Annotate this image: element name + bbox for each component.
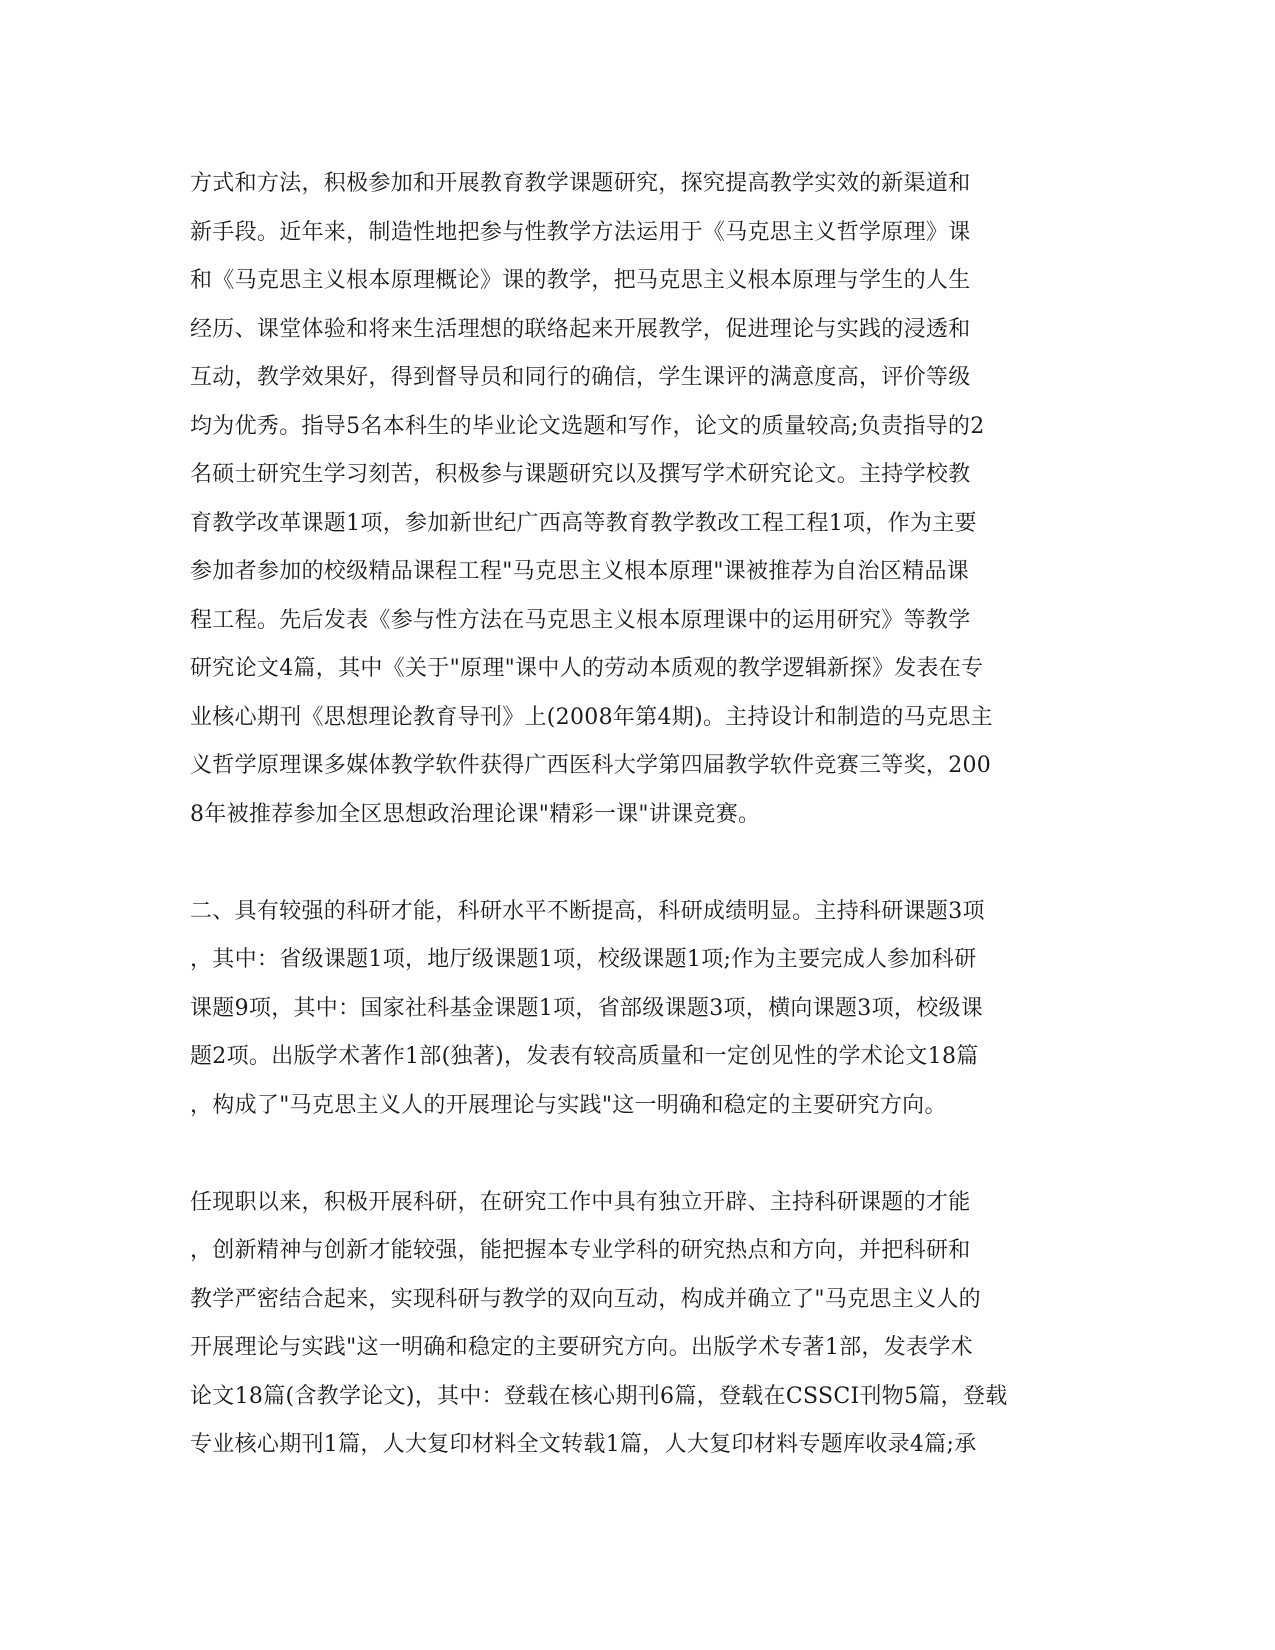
- text-line: 方式和方法，积极参加和开展教育教学课题研究，探究提高教学实效的新渠道和: [190, 171, 971, 196]
- text-line: 研究论文4篇，其中《关于"原理"课中人的劳动本质观的教学逻辑新探》发表在专: [190, 656, 984, 681]
- text-line: 育教学改革课题1项，参加新世纪广西高等教育教学教改工程工程1项，作为主要: [190, 510, 977, 536]
- paragraph-spacer: [190, 839, 1090, 888]
- paragraph-research-ability: [190, 888, 1090, 1131]
- text-line: 任现职以来，积极开展科研，在研究工作中具有独立开辟、主持科研课题的才能: [190, 1189, 971, 1215]
- text-line: 经历、课堂体验和将来生活理想的联络起来开展教学，促进理论与实践的浸透和: [190, 316, 971, 342]
- text-line: ，创新精神与创新才能较强，能把握本专业学科的研究热点和方向，并把科研和: [190, 1238, 971, 1263]
- text-line: 互动，教学效果好，得到督导员和同行的确信，学生课评的满意度高，评价等级: [190, 365, 971, 390]
- text-line: 新手段。近年来，制造性地把参与性教学方法运用于《马克思主义哲学原理》课: [190, 219, 971, 245]
- document-body: [190, 160, 1090, 1470]
- text-line: 专业核心期刊1篇，人大复印材料全文转载1篇，人大复印材料专题库收录4篇;承: [190, 1432, 977, 1457]
- text-line: 名硕士研究生学习刻苦，积极参与课题研究以及撰写学术研究论文。主持学校教: [190, 462, 971, 487]
- paragraph-research-work: [190, 1179, 1090, 1470]
- text-line: ，构成了"马克思主义人的开展理论与实践"这一明确和稳定的主要研究方向。: [190, 1092, 947, 1118]
- text-line: 和《马克思主义根本原理概论》课的教学，把马克思主义根本原理与学生的人生: [190, 268, 971, 293]
- text-line: 开展理论与实践"这一明确和稳定的主要研究方向。出版学术专著1部，发表学术: [190, 1335, 973, 1360]
- text-line: 教学严密结合起来，实现科研与教学的双向互动，构成并确立了"马克思主义人的: [190, 1286, 981, 1312]
- text-line: 课题9项，其中：国家社科基金课题1项，省部级课题3项，横向课题3项，校级课: [190, 995, 984, 1021]
- paragraph-spacer: [190, 1130, 1090, 1179]
- text-line: 参加者参加的校级精品课程工程"马克思主义根本原理"课被推荐为自治区精品课: [190, 559, 970, 584]
- text-line: 题2项。出版学术著作1部(独著)，发表有较高质量和一定创见性的学术论文18篇: [190, 1044, 979, 1069]
- text-line: 论文18篇(含教学论文)，其中：登载在核心期刊6篇，登载在CSSCI刊物5篇，登载: [190, 1383, 1008, 1409]
- text-line: 均为优秀。指导5名本科生的毕业论文选题和写作，论文的质量较高;负责指导的2: [190, 413, 985, 439]
- text-line: 业核心期刊《思想理论教育导刊》上(2008年第4期)。主持设计和制造的马克思主: [190, 704, 993, 730]
- text-line: 义哲学原理课多媒体教学软件获得广西医科大学第四届教学软件竞赛三等奖，200: [190, 753, 992, 778]
- text-line: 程工程。先后发表《参与性方法在马克思主义根本原理课中的运用研究》等教学: [190, 607, 971, 633]
- text-line: 8年被推荐参加全区思想政治理论课"精彩一课"讲课竞赛。: [190, 801, 761, 827]
- text-line: ，其中：省级课题1项，地厅级课题1项，校级课题1项;作为主要完成人参加科研: [190, 947, 977, 972]
- paragraph-teaching: [190, 160, 1090, 839]
- text-line: 二、具有较强的科研才能，科研水平不断提高，科研成绩明显。主持科研课题3项: [190, 898, 985, 924]
